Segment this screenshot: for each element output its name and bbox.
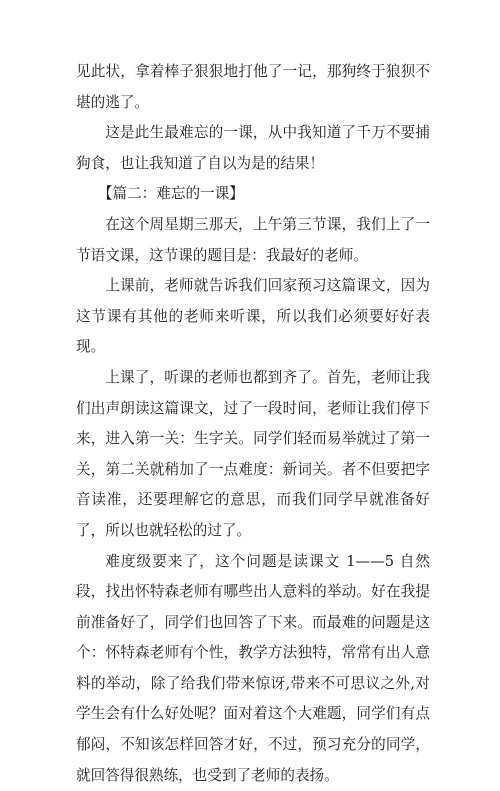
paragraph-4: 上课前，老师就告诉我们回家预习这篇课文，因为这节课有其他的老师来听课，所以我们必须要好好表现。 [76,271,430,363]
paragraph-1: 见此状，拿着棒子狠狠地打他了一记，那狗终于狼狈不堪的逃了。 [76,57,430,118]
document-page [76,57,430,791]
paragraph-5: 上课了，听课的老师也都到齐了。首先，老师让我们出声朗读这篇课文，过了一段时间，老师让我们停下来，进入第一关：生字关。同学们轻而易举就过了第一关，第二关就稍加了一点难度：新词关。者不但要把字音读准，还要理解它的意思，而我们同学早就准备好了，所以也就轻松的过了。 [76,363,430,547]
paragraph-6: 难度级要来了，这个问题是读课文 1——5 自然段，找出怀特森老师有哪些出人意料的举动。好在我提前准备好了，同学们也回答了下来。而最难的问题是这个：怀特森老师有个性，教学方法独特，常常有出人意料的举动，除了给我们带来惊讶,带来不可思议之外,对学生会有什么好处呢？面对着这个大难题，同学们有点郁闷，不知该怎样回答才好，不过，预习充分的同学，就回答得很熟练，也受到了老师的表扬。 [76,547,430,791]
paragraph-3: 在这个周星期三那天，上午第三节课，我们上了一节语文课，这节课的题目是：我最好的老师。 [76,210,430,271]
section-heading: 【篇二：难忘的一课】 [76,179,430,210]
paragraph-2: 这是此生最难忘的一课，从中我知道了千万不要捕狗食，也让我知道了自以为是的结果！ [76,118,430,179]
